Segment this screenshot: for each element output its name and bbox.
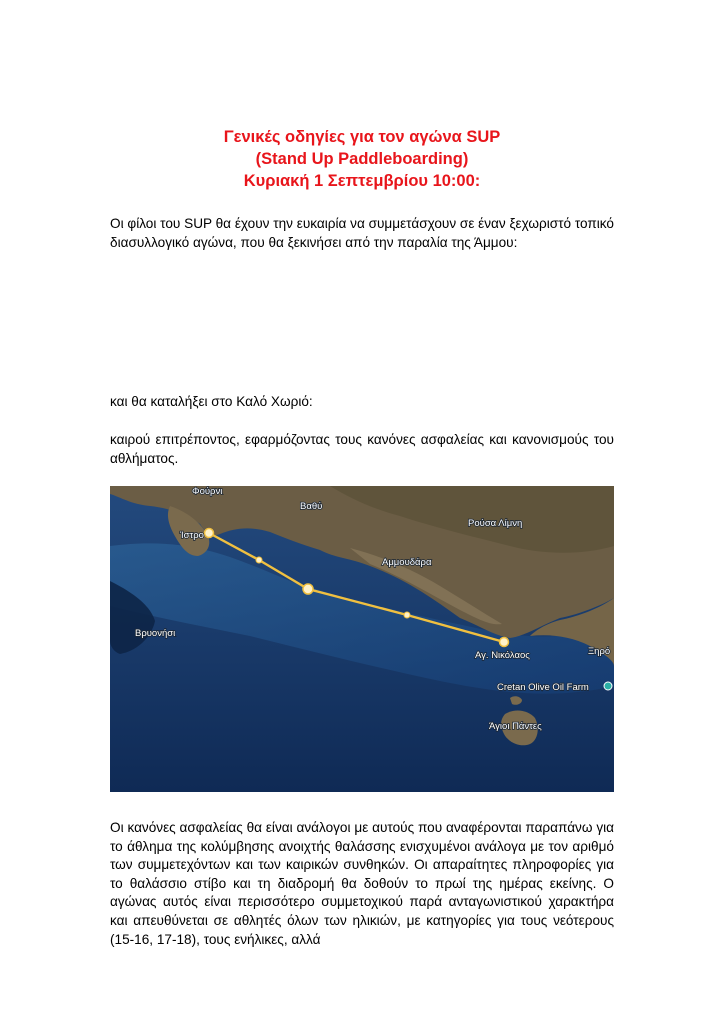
document-title — [110, 126, 614, 192]
route-start-point — [205, 529, 214, 538]
label-ag-nikolaos: Αγ. Νικόλαος — [475, 650, 530, 661]
route-map — [110, 486, 614, 792]
label-agioi-pantes: Άγιοι Πάντες — [489, 721, 542, 732]
label-rousa-limni: Ρούσα Λίμνη — [468, 518, 523, 529]
title-line-3: Κυριακή 1 Σεπτεμβρίου 10:00: — [243, 172, 481, 190]
label-fourni: Φούρνι — [192, 486, 223, 497]
route-waypoint — [256, 557, 262, 563]
intro-paragraph: Οι φίλοι του SUP θα έχουν την ευκαιρία να συμμετάσχουν σε έναν ξεχωριστό τοπικό διασυλλογικό αγώνα, που θα ξεκινήσει από την παραλία της Άμμου: — [110, 216, 614, 250]
safety-rules-paragraph: Οι κανόνες ασφαλείας θα είναι ανάλογοι με αυτούς που αναφέρονται παραπάνω για το άθλημα της κολύμβησης ανοιχτής θαλάσσης ενισχυμένοι ανάλογα με τον αριθμό των συμμετεχόντων και των καιρικών συνθηκών. Οι απαραίτητες πληροφορίες για το θαλάσσιο στίβο και τη διαδρομή θα δοθούν το πρωί της ημέρας εκείνης. Ο αγώνας αυτός είναι περισσότερο συμμετοχικού παρά ανταγωνιστικού χαρακτήρα και απευθύνεται σε αθλητές όλων των ηλικιών, με κατηγορίες για τους νεότερους (15-16, 17-18), τους ενήλικες, αλλά — [110, 820, 614, 947]
label-vathy: Βαθύ — [300, 501, 323, 512]
label-ammoudara: Αμμουδάρα — [382, 557, 432, 568]
label-istro: Ίστρο — [180, 530, 204, 541]
route-waypoint — [404, 612, 410, 618]
label-cretan-olive-oil-farm: Cretan Olive Oil Farm — [497, 682, 589, 693]
label-xiro: Ξηρό — [588, 646, 611, 657]
route-end-point — [500, 638, 509, 647]
label-vryonisi: Βρυονήσι — [135, 628, 176, 639]
map-pin-icon — [604, 682, 612, 690]
weather-paragraph: καιρού επιτρέποντος, εφαρμόζοντας τους κανόνες ασφαλείας και κανονισμούς του αθλήματος. — [110, 432, 614, 466]
title-line-1: Γενικές οδηγίες για τον αγώνα SUP — [223, 128, 501, 146]
route-waypoint — [303, 584, 313, 594]
title-line-2: (Stand Up Paddleboarding) — [255, 150, 469, 168]
end-point-paragraph: και θα καταλήξει στο Καλό Χωριό: — [110, 394, 313, 409]
